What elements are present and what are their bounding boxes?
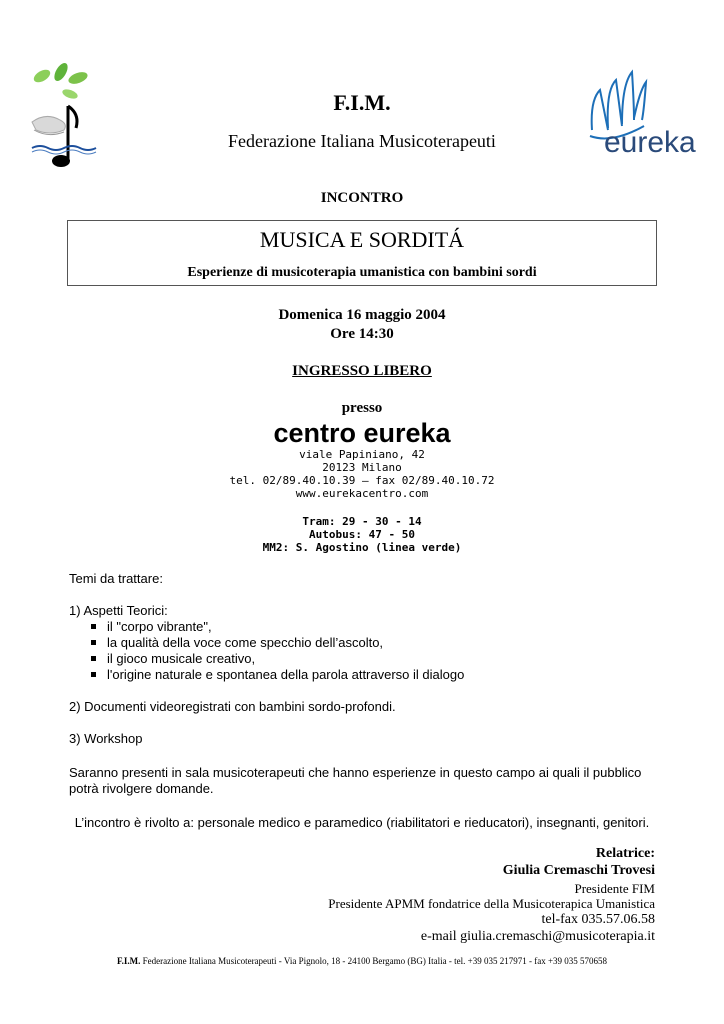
address-phone: tel. 02/89.40.10.39 – fax 02/89.40.10.72 [229,474,495,487]
speaker-role-1: Presidente FIM [574,881,655,896]
footer-text: Federazione Italiana Musicoterapeuti - Via Pignolo, 18 - 24100 Bergamo (BG) Italia - tel. +39 035 217971 - fax +39 035 570658 [142,956,608,966]
list-item [91,667,464,682]
bullet-icon [91,624,96,629]
event-time: Ore 14:30 [330,326,394,342]
address-street: viale Papiniano, 42 [299,448,425,461]
bullet-text: il gioco musicale creativo, [107,651,256,666]
venue-name: centro eureka [273,418,451,448]
eureka-logo-text: eureka [604,126,696,159]
event-subtitle: Esperienze di musicoterapia umanistica con bambini sordi [187,265,537,280]
address-web: www.eurekacentro.com [295,487,429,500]
paragraph-presenters: Saranno presenti in sala musicoterapeuti che hanno esperienze in questo campo ai quali il pubblico potrà rivolgere domande. [69,765,642,796]
bullet-icon [91,672,96,677]
paragraph-audience: L’incontro è rivolto a: personale medico e paramedico (riabilitatori e rieducatori), insegnanti, genitori. [74,815,650,830]
event-date: Domenica 16 maggio 2004 [278,307,446,323]
speaker-role-2: Presidente APMM fondatrice della Musicoterapica Umanistica [328,896,655,911]
presso-label: presso [341,400,383,416]
list-item [91,651,255,666]
entry-notice: INGRESSO LIBERO [292,363,432,379]
speaker-email: e-mail giulia.cremaschi@musicoterapia.it [420,929,655,944]
event-kicker: INCONTRO [320,190,404,206]
speaker-label: Relatrice: [595,846,655,861]
topic-item-2: 2) Documenti videoregistrati con bambini sordo-profondi. [69,699,396,714]
topic-item-1: 1) Aspetti Teorici: [69,603,168,618]
list-item [91,619,212,634]
list-item [91,635,383,650]
bullet-text: l'origine naturale e spontanea della parola attraverso il dialogo [107,667,465,682]
transit-bus: Autobus: 47 - 50 [309,528,415,541]
topics-intro: Temi da trattare: [69,571,163,586]
transit-tram: Tram: 29 - 30 - 14 [302,515,422,528]
bullet-text: il "corpo vibrante", [107,619,212,634]
event-title-box [67,220,657,286]
page-title: F.I.M. [333,90,391,115]
bullet-icon [91,656,96,661]
transit-metro: MM2: S. Agostino (linea verde) [262,541,462,554]
speaker-tel: tel-fax 035.57.06.58 [541,912,655,927]
footer-bold: F.I.M. [116,956,141,966]
fim-logo [28,60,98,180]
speaker-name: Giulia Cremaschi Trovesi [502,863,655,878]
bullet-text: la qualità della voce come specchio dell’ascolto, [107,635,384,650]
event-title: MUSICA E SORDITÁ [259,227,465,252]
bullet-icon [91,640,96,645]
topic-item-3: 3) Workshop [69,731,143,746]
address-city: 20123 Milano [322,461,402,474]
page-subtitle: Federazione Italiana Musicoterapeuti [228,131,496,151]
footer [0,956,724,966]
